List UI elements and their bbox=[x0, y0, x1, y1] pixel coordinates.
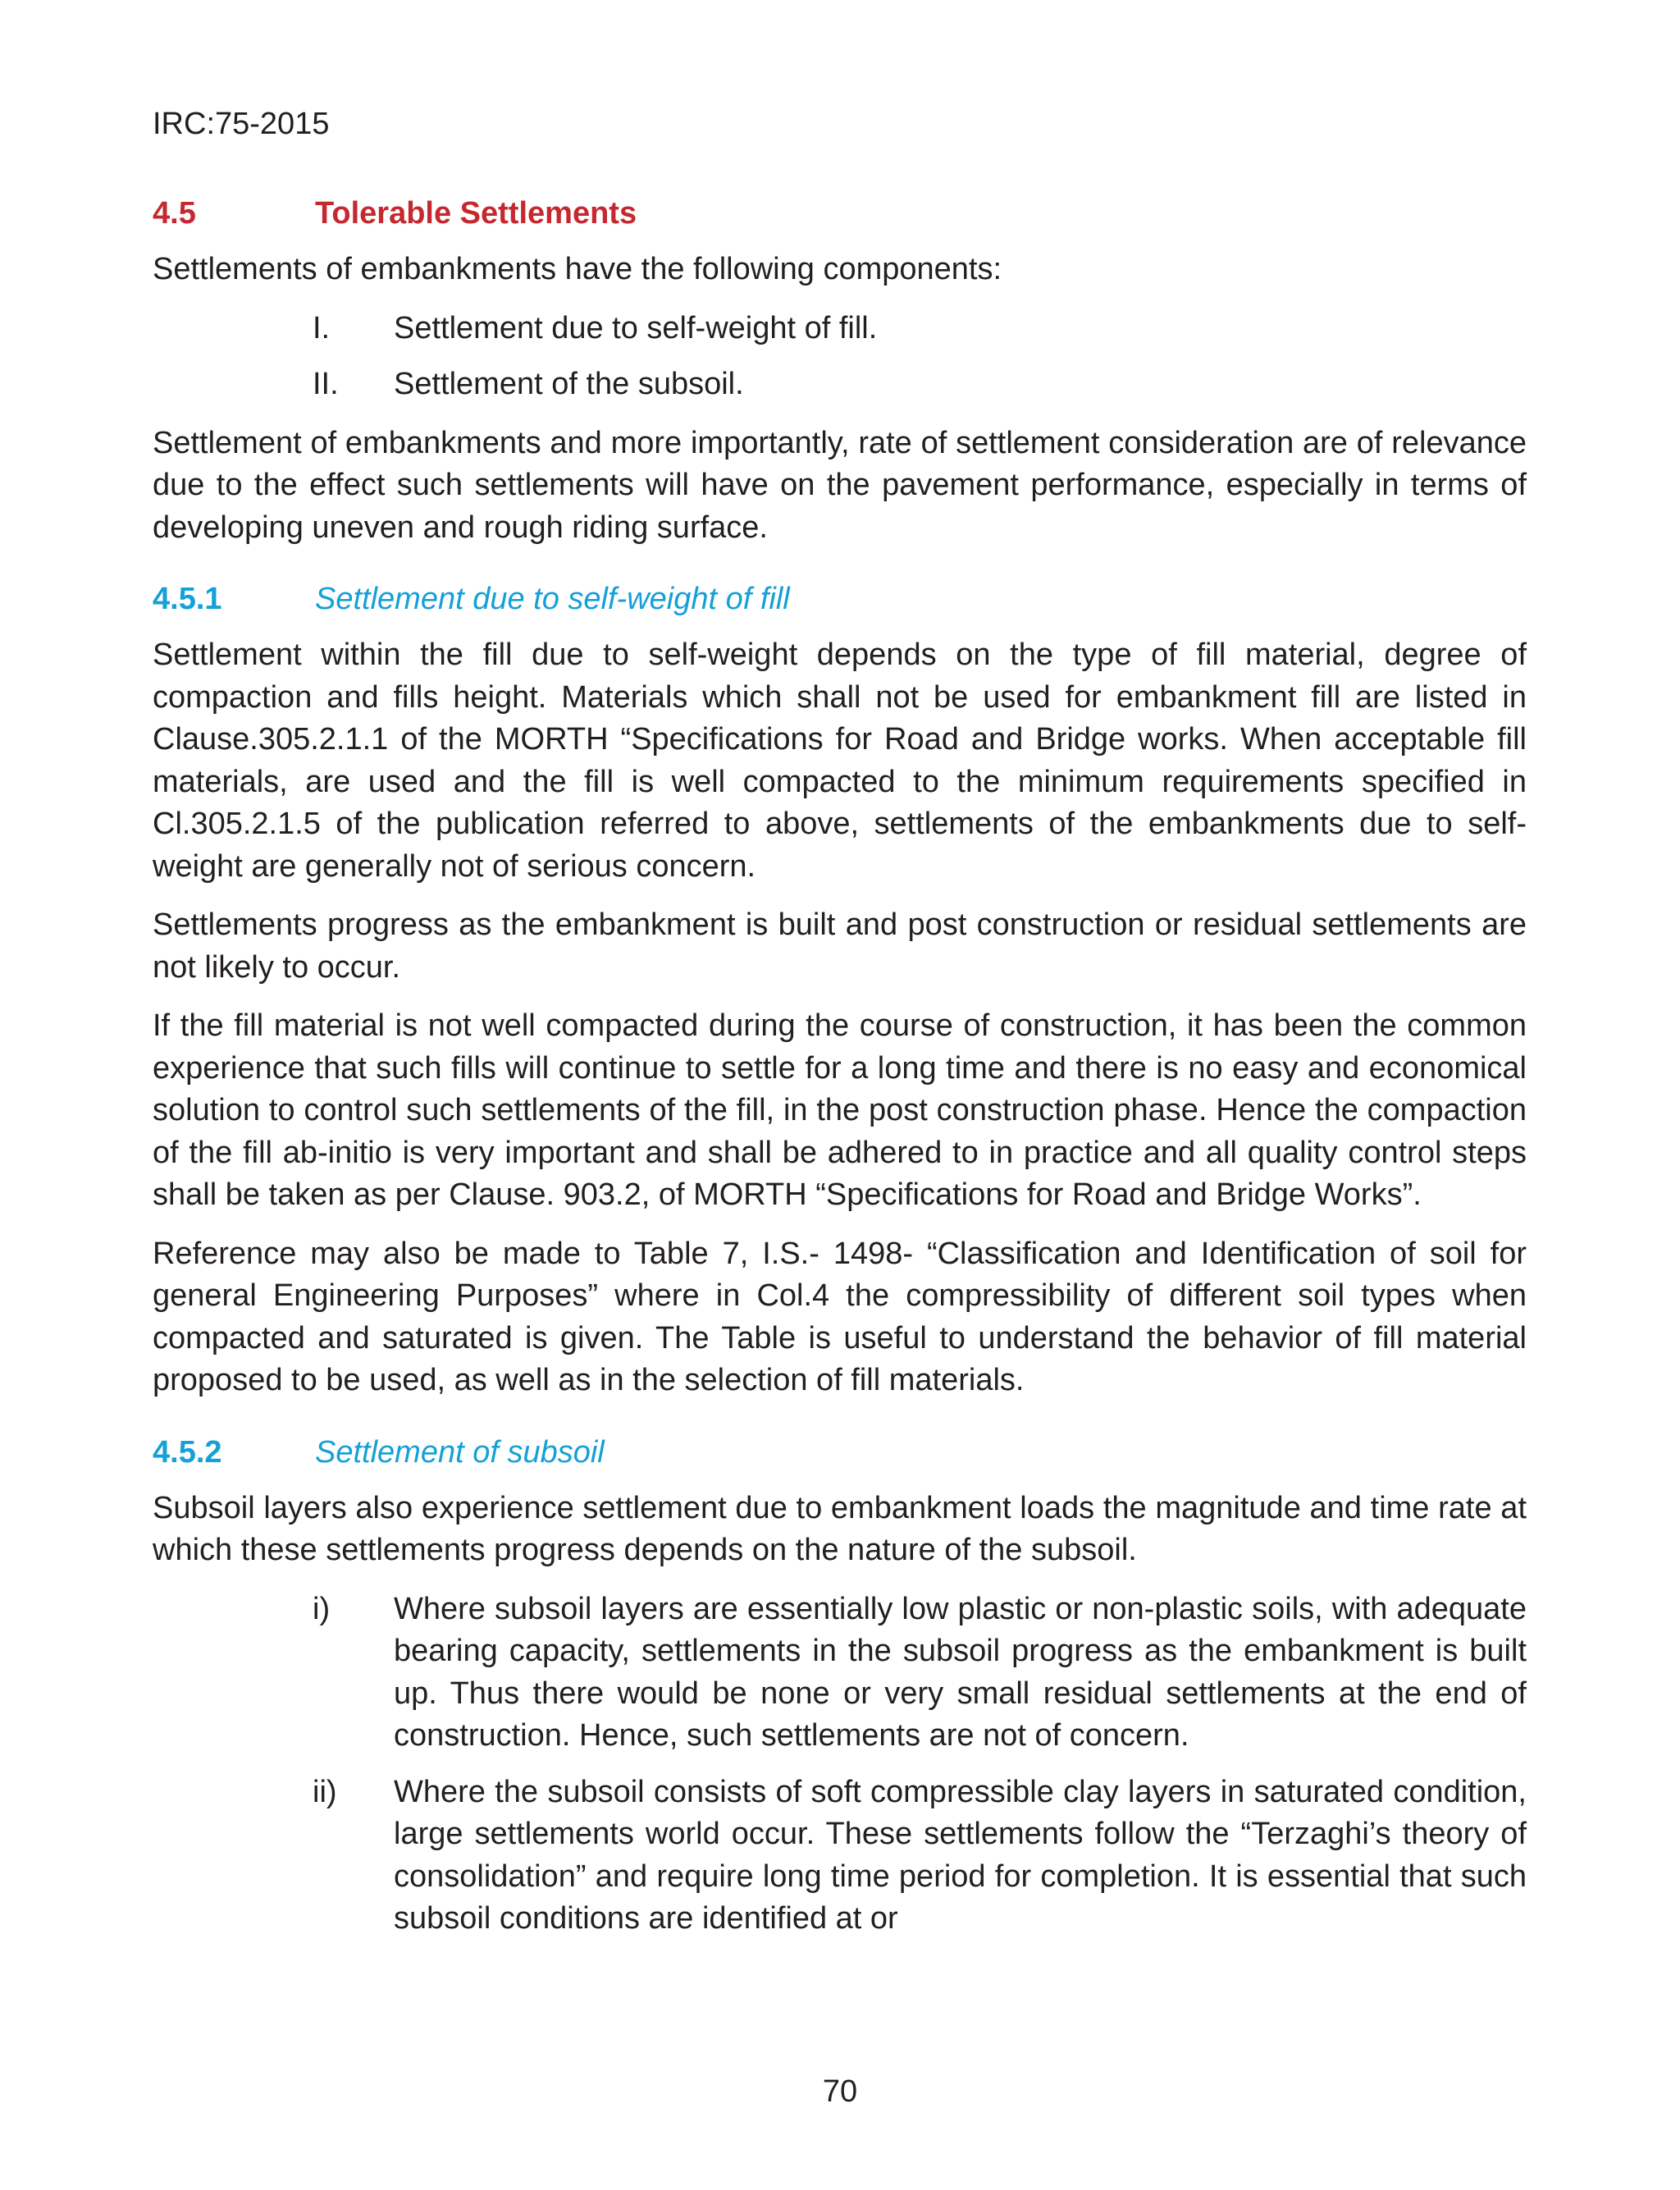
paragraph: Reference may also be made to Table 7, I.S.- 1498- “Classification and Identification of soil for general Engineering Purposes” where in Col.4 the compressibility of different soil types when compacted and saturated is given. The Table is useful to understand the behavior of fill material proposed to be used, as well as in the selection of fill materials. bbox=[153, 1236, 1527, 1397]
list-item bbox=[153, 363, 1527, 406]
list-marker: II. bbox=[313, 367, 339, 401]
subsection-title: Settlement due to self-weight of fill bbox=[315, 582, 790, 616]
subsection-heading bbox=[153, 1432, 1527, 1473]
paragraph: Settlement within the fill due to self-weight depends on the type of fill material, degree of compaction and fills height. Materials which shall not be used for embankment fill are listed in Clause.305.2.1.1 of the MORTH “Specifications for Road and Bridge works. When acceptable fill materials, are used and the fill is well compacted to the minimum requirements specified in Cl.305.2.1.5 of the publication referred to above, settlements of the embankments due to self-weight are generally not of serious concern. bbox=[153, 638, 1527, 884]
list-marker: ii) bbox=[313, 1774, 337, 1809]
paragraph: Settlements progress as the embankment is built and post construction or residual settlements are not likely to occur. bbox=[153, 908, 1527, 985]
section-heading bbox=[153, 193, 1527, 234]
subsection-intro: Subsoil layers also experience settlement due to embankment loads the magnitude and time rate at which these settlements progress depends on the nature of the subsoil. bbox=[153, 1490, 1527, 1567]
list-marker: i) bbox=[313, 1591, 331, 1626]
components-list bbox=[153, 308, 1527, 406]
list-marker: I. bbox=[313, 310, 331, 345]
list-item bbox=[153, 1772, 1527, 1941]
list-item bbox=[153, 1589, 1527, 1758]
page-number: 70 bbox=[822, 2074, 858, 2109]
subsection-number: 4.5.2 bbox=[153, 1434, 222, 1470]
section-intro: Settlements of embankments have the following components: bbox=[153, 252, 1002, 286]
section-title: Tolerable Settlements bbox=[315, 196, 637, 231]
subsoil-list bbox=[153, 1589, 1527, 1941]
section-number: 4.5 bbox=[153, 196, 196, 231]
list-item bbox=[153, 308, 1527, 350]
section-paragraph: Settlement of embankments and more importantly, rate of settlement consideration are of relevance due to the effect such settlements will have on the pavement performance, especially in terms of developing uneven and rough riding surface. bbox=[153, 425, 1527, 545]
page-content bbox=[153, 193, 1527, 1957]
list-text: Where the subsoil consists of soft compressible clay layers in saturated condition, large settlements world occur. These settlements follow the “Terzaghi’s theory of consolidation” and require long time period for completion. It is essential that such subsoil conditions are identified at or bbox=[394, 1774, 1527, 1936]
list-text: Settlement of the subsoil. bbox=[394, 367, 744, 401]
subsection-number: 4.5.1 bbox=[153, 582, 222, 616]
list-text: Settlement due to self-weight of fill. bbox=[394, 310, 878, 345]
running-header: IRC:75-2015 bbox=[153, 107, 330, 141]
subsection-title: Settlement of subsoil bbox=[315, 1434, 605, 1470]
paragraph: If the fill material is not well compacted during the course of construction, it has been the common experience that such fills will continue to settle for a long time and there is no easy and economical solution to control such settlements of the fill, in the post construction phase. Hence the compaction of the fill ab-initio is very important and shall be adhered to in practice and all quality control steps shall be taken as per Clause. 903.2, of MORTH “Specifications for Road and Bridge Works”. bbox=[153, 1008, 1527, 1212]
list-text: Where subsoil layers are essentially low plastic or non-plastic soils, with adequate bearing capacity, settlements in the subsoil progress as the embankment is built up. Thus there would be none or very small residual settlements at the end of construction. Hence, such settlements are not of concern. bbox=[394, 1591, 1527, 1753]
subsection-heading bbox=[153, 578, 1527, 620]
